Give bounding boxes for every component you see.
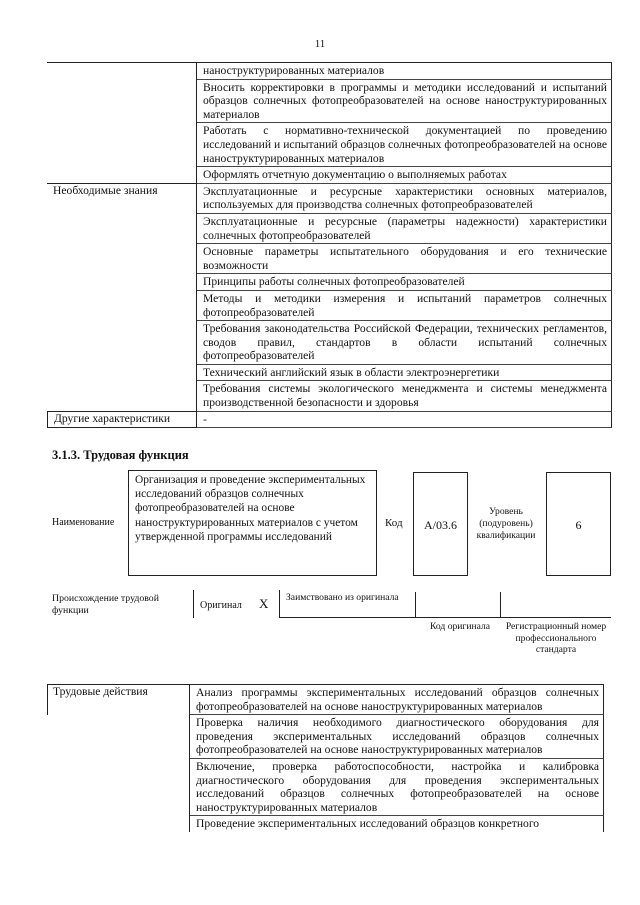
code-value: А/03.6 (424, 518, 457, 532)
divider (415, 617, 611, 618)
original-box (193, 590, 280, 618)
row-text: Проведение экспериментальных исследований образцов конкретного (190, 816, 604, 832)
row-label (47, 62, 197, 80)
row-text: Оформлять отчетную документацию о выполняемых работах (197, 167, 612, 184)
row-label (47, 167, 197, 184)
table-row (47, 321, 612, 365)
table-row (47, 184, 612, 214)
table-row (47, 62, 612, 80)
table-row (47, 759, 604, 816)
function-name: Организация и проведение экспериментальных исследований образцов солнечных фотопреобразователей на основе наноструктурированных материалов с учетом утвержденной программы исследований (135, 474, 366, 543)
actions-label: Трудовые действия (47, 684, 190, 715)
row-text: Эксплуатационные и ресурсные характеристики основных материалов, используемых для производства солнечных фотопреобразователей (197, 184, 612, 214)
row-text: Требования законодательства Российской Федерации, технических регламентов, сводов правил, стандартов в области испытаний солнечных фотопреобразователей (197, 321, 612, 365)
row-text: Включение, проверка работоспособности, настройка и калибровка диагностического оборудования для проведения экспериментальных исследований образцов солнечных фотопреобразователей на основе наноструктурированных материалов (190, 759, 604, 816)
table-row (47, 274, 612, 291)
row-label (47, 291, 197, 321)
table-row (47, 244, 612, 274)
row-text: Принципы работы солнечных фотопреобразователей (197, 274, 612, 291)
code-orig-box (415, 592, 501, 618)
code-orig-label: Код оригинала (429, 621, 491, 632)
borrowed-label: Заимствовано из оригинала (286, 592, 399, 603)
row-label (47, 214, 197, 244)
row-label (47, 321, 197, 365)
row-text: Эксплуатационные и ресурсные (параметры надежности) характеристики солнечных фотопреобразователей (197, 214, 612, 244)
level-value: 6 (575, 518, 582, 532)
row-text: Методы и методики измерения и испытаний параметров солнечных фотопреобразователей (197, 291, 612, 321)
reg-num-label: Регистрационный номер профессионального стандарта (505, 621, 607, 655)
origin-label: Происхождение трудовой функции (52, 593, 159, 616)
row-label (47, 80, 197, 124)
row-text: - (197, 412, 612, 429)
knowledge-label: Необходимые знания (47, 184, 197, 214)
table-row (47, 80, 612, 124)
code-box (413, 472, 468, 576)
section-title: 3.1.3. Трудовая функция (52, 448, 189, 462)
row-text: Работать с нормативно-технической документацией по проведению исследований и испытаний образцов солнечных фотопреобразователей на основе наноструктурированных материалов (197, 123, 612, 167)
row-text: Проверка наличия необходимого диагностического оборудования для проведения экспериментальных исследований образцов солнечных фотопреобразователей на основе наноструктурированных материалов (190, 715, 604, 759)
table-row (47, 715, 604, 759)
table-row (47, 167, 612, 184)
row-text: Требования системы экологического менеджмента и системы менеджмента производственной безопасности и здоровья (197, 381, 612, 411)
skills-knowledge-table (47, 62, 612, 428)
row-label (47, 715, 190, 759)
code-label: Код (385, 517, 403, 529)
table-row (47, 381, 612, 411)
table-row (47, 123, 612, 167)
original-label: Оригинал (200, 600, 242, 611)
row-label (47, 365, 197, 382)
row-label (47, 244, 197, 274)
table-row (47, 214, 612, 244)
row-text: Анализ программы экспериментальных исследований образцов солнечных фотопреобразователей на основе наноструктурированных материалов (190, 684, 604, 715)
row-label (47, 123, 197, 167)
name-box (128, 470, 377, 576)
work-actions-table (47, 684, 604, 832)
level-label: Уровень (подуровень) квалификации (476, 506, 536, 541)
row-text: Вносить корректировки в программы и методики исследований и испытаний образцов солнечных фотопреобразователей на основе наноструктурированных материалов (197, 80, 612, 124)
row-label (47, 274, 197, 291)
table-row (47, 684, 604, 715)
table-row (47, 291, 612, 321)
original-mark: X (259, 596, 269, 611)
table-row (47, 412, 612, 429)
page-number: 11 (314, 38, 326, 50)
other-label: Другие характеристики (47, 412, 197, 429)
table-row (47, 365, 612, 382)
row-text: Технический английский язык в области электроэнергетики (197, 365, 612, 382)
name-label: Наименование (52, 517, 115, 528)
row-label (47, 759, 190, 816)
table-row (47, 816, 604, 832)
level-box (546, 472, 611, 576)
row-label (47, 816, 190, 832)
row-text: наноструктурированных материалов (197, 62, 612, 80)
divider (280, 617, 415, 618)
row-label (47, 381, 197, 411)
row-text: Основные параметры испытательного оборудования и его технические возможности (197, 244, 612, 274)
